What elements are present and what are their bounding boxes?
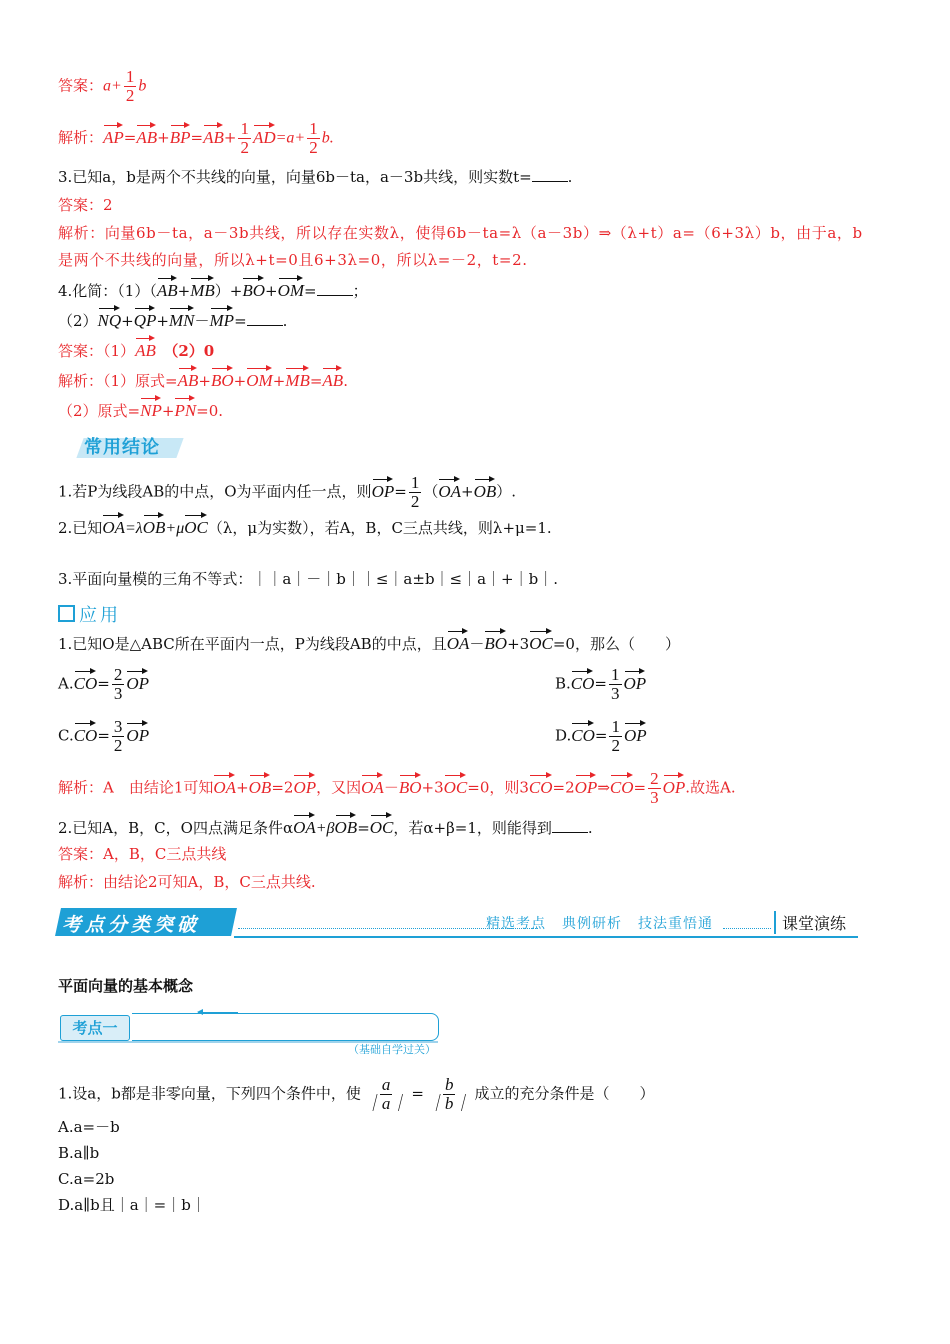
vector: OA <box>293 814 316 839</box>
numerator: b <box>444 1075 454 1094</box>
denominator: 3 <box>113 684 123 703</box>
denominator: 2 <box>240 138 249 157</box>
question-3 <box>58 166 572 188</box>
op: = <box>123 128 137 147</box>
analysis-text: =0，则3 <box>467 778 529 797</box>
vector: CO <box>74 722 98 747</box>
answer-part: （2）0 <box>170 342 215 360</box>
vector: BO <box>242 277 265 302</box>
question-text: 成立的充分条件是（ ） <box>474 1084 655 1103</box>
numerator: 1 <box>309 119 318 138</box>
topic-tag: 考点一 <box>60 1015 130 1041</box>
vector: AB <box>178 367 199 392</box>
analysis-text: .故选A. <box>685 778 736 797</box>
op: + <box>177 282 191 300</box>
option-c[interactable] <box>58 718 149 755</box>
question-text: 1.设a，b都是非零向量，下列四个条件中，使 <box>58 1084 361 1103</box>
numerator: 2 <box>113 665 123 684</box>
application-q1 <box>58 630 680 655</box>
heading-text: 应用 <box>79 605 121 626</box>
op: + <box>272 372 286 390</box>
op: ⇒ <box>597 778 610 797</box>
answer-part: （1） <box>103 342 136 360</box>
heading-text: 常用结论 <box>84 437 160 458</box>
topic-option-c[interactable]: C.a=2b <box>58 1170 115 1188</box>
conclusion-text: 3.平面向量模的三角不等式：｜｜a｜－｜b｜｜≤｜a±b｜≤｜a｜+｜b｜. <box>58 570 558 588</box>
vector: OB <box>143 514 166 539</box>
q4-answer <box>58 337 214 362</box>
question-text: 2.已知A，B，C，O四点满足条件α <box>58 819 294 837</box>
conclusion-text: （λ，μ为实数），若A，B，C三点共线，则λ+μ=1. <box>207 519 552 537</box>
op: = <box>304 282 317 300</box>
option-label: D. <box>555 726 572 745</box>
vector: BO <box>484 630 507 655</box>
conclusion-2 <box>58 514 552 540</box>
question-4-part2 <box>58 307 287 332</box>
op: = <box>234 312 247 330</box>
analysis-label: 解析： <box>58 372 104 390</box>
topic-caption: （基础自学过关） <box>348 1043 436 1056</box>
question-text: 3.已知a，b是两个不共线的向量，向量6b－ta，a－3b共线，则实数t= <box>58 168 532 186</box>
conclusions-heading <box>60 432 188 460</box>
answer-label: 答案： <box>58 76 104 95</box>
op: +3 <box>421 778 444 797</box>
expr: +μ <box>165 520 185 537</box>
numerator: 2 <box>650 769 659 788</box>
vector: OA <box>438 478 461 503</box>
application-q2-answer <box>58 843 226 865</box>
op: + <box>265 282 278 300</box>
analysis-text: 由结论2可知A，B，C三点共线. <box>103 873 316 891</box>
answer-label: 答案： <box>58 845 104 863</box>
vector: QP <box>134 307 157 332</box>
topic-option-a[interactable]: A.a=－b <box>58 1118 120 1136</box>
banner-item: 精选考点 <box>486 916 546 932</box>
denominator: 2 <box>410 492 420 511</box>
vector: OC <box>184 514 208 539</box>
vector: MB <box>285 367 310 392</box>
punct: （ <box>423 482 439 501</box>
op: = <box>97 726 110 745</box>
fraction <box>307 120 320 157</box>
numerator: 3 <box>113 717 123 736</box>
question-text: 4.化简：（1）（ <box>58 282 157 300</box>
punct: . <box>567 168 573 186</box>
banner-item: 典例研析 <box>562 916 622 932</box>
fraction <box>609 718 622 755</box>
analysis-text: ，又因 <box>316 778 362 797</box>
answer-expr-end: b <box>138 77 147 95</box>
op: = <box>97 674 110 693</box>
numerator: 1 <box>240 119 249 138</box>
q3-analysis <box>58 222 863 244</box>
vector: AB <box>322 367 343 392</box>
numerator: 1 <box>125 67 135 86</box>
application-analysis <box>58 770 736 807</box>
op: ）+ <box>214 282 243 300</box>
analysis-text: 向量6b－ta，a－3b共线，所以存在实数λ，使得6b－ta=λ（a－3b）⇒（λ+t）a=（6+3λ）b，由于a，b <box>104 224 863 242</box>
vector: AD <box>253 124 276 149</box>
vector: BO <box>399 774 422 799</box>
vector: AB <box>136 124 157 149</box>
analysis-text: 是两个不共线的向量，所以λ+t=0且6+3λ=0，所以λ=－2，t=2. <box>58 251 528 269</box>
op: － <box>469 635 485 653</box>
conclusion-1 <box>58 474 516 511</box>
op: = <box>357 819 370 837</box>
analysis-line <box>58 120 334 157</box>
banner-title: 考点分类突破 <box>62 914 201 936</box>
denominator: 2 <box>611 736 620 755</box>
option-d[interactable] <box>555 718 647 755</box>
vector: AB <box>157 277 178 302</box>
op: － <box>194 312 210 330</box>
op: = <box>633 778 647 797</box>
vector: PN <box>174 397 196 422</box>
arrow-box-icon <box>58 605 75 622</box>
vector: OB <box>249 774 272 799</box>
fraction <box>112 666 125 703</box>
expr: =λ <box>124 520 143 537</box>
vector: OC <box>529 630 553 655</box>
vector: OP <box>126 670 149 695</box>
fraction <box>648 770 661 807</box>
denominator: 3 <box>650 788 659 807</box>
arrow-left-icon <box>198 1012 238 1013</box>
op: =2 <box>552 778 575 797</box>
question-text: （2） <box>58 312 98 330</box>
analysis-text: （2）原式= <box>58 402 141 420</box>
fraction <box>609 666 622 703</box>
banner-items <box>486 913 729 933</box>
vector: OC <box>370 814 394 839</box>
section-banner <box>58 908 858 938</box>
conclusion-text: 2.已知 <box>58 519 103 537</box>
option-label: A. <box>58 674 74 693</box>
vector: MP <box>210 307 235 332</box>
answer-label: 答案： <box>58 196 104 214</box>
numerator: 1 <box>611 717 620 736</box>
analysis-text: （1）原式= <box>103 372 178 390</box>
vector: CO <box>571 722 595 747</box>
question-text: ，若α+β=1，则能得到 <box>393 819 552 837</box>
vector: OA <box>447 630 470 655</box>
vector: BO <box>211 367 234 392</box>
tag-frame <box>132 1013 439 1041</box>
option-label: C. <box>58 726 74 745</box>
topic-title: 平面向量的基本概念 <box>58 977 194 995</box>
fraction <box>363 1076 410 1113</box>
vector: OP <box>663 774 686 799</box>
vector: OP <box>624 670 647 695</box>
vector: OC <box>444 774 468 799</box>
op: = <box>594 674 607 693</box>
op: + <box>233 372 247 390</box>
answer-line <box>58 68 146 105</box>
punct: ； <box>352 282 368 300</box>
vector: OB <box>335 814 358 839</box>
divider <box>723 928 771 929</box>
q3-analysis-cont <box>58 249 528 271</box>
op: +3 <box>507 635 530 653</box>
vector: OA <box>102 514 125 539</box>
answer-label: 答案： <box>58 342 104 360</box>
denominator: 2 <box>125 86 135 105</box>
op: = <box>190 128 204 147</box>
punct: ）. <box>496 482 517 501</box>
q4-analysis-2 <box>58 397 223 422</box>
op: + <box>161 402 175 420</box>
answer-blank <box>247 311 283 326</box>
op: + <box>461 482 474 501</box>
q4-analysis <box>58 367 348 392</box>
banner-right: 课堂演练 <box>774 911 846 934</box>
op: + <box>156 312 169 330</box>
answer-blank <box>532 167 568 182</box>
analysis-label: 解析： <box>58 778 104 797</box>
banner-item: 技法重悟通 <box>638 916 713 932</box>
analysis-label: 解析： <box>58 128 104 147</box>
application-q2 <box>58 814 593 840</box>
application-heading <box>58 601 121 627</box>
vector: OP <box>293 774 316 799</box>
option-a[interactable] <box>58 666 149 703</box>
question-4 <box>58 277 368 302</box>
topic-option-d[interactable]: D.a∥b且｜a｜=｜b｜ <box>58 1196 206 1214</box>
vector: AB <box>203 124 224 149</box>
answer-value: A，B，C三点共线 <box>103 845 227 863</box>
answer-value: 2 <box>103 196 113 214</box>
vector: NP <box>140 397 162 422</box>
numerator: a <box>381 1075 391 1094</box>
option-label: B. <box>555 674 571 693</box>
op: + <box>157 128 170 147</box>
fraction <box>426 1076 473 1113</box>
conclusion-3 <box>58 568 558 590</box>
op: － <box>383 778 399 797</box>
vector: MB <box>190 277 215 302</box>
op: = <box>394 482 407 501</box>
op: + <box>121 312 134 330</box>
analysis-label: 解析： <box>58 224 105 242</box>
answer-blank <box>317 281 353 296</box>
answer-expr: a+ <box>103 77 122 95</box>
vector: AB <box>135 337 156 362</box>
numerator: 1 <box>611 665 620 684</box>
fraction <box>409 474 422 511</box>
op: =2 <box>271 778 294 797</box>
divider <box>234 936 858 938</box>
topic-tag-box <box>58 1013 442 1059</box>
vector: BP <box>170 124 191 149</box>
vector: CO <box>571 670 595 695</box>
vector: CO <box>610 774 634 799</box>
punct: . <box>282 312 288 330</box>
vector: OB <box>474 478 497 503</box>
topic-q1 <box>58 1076 654 1113</box>
denominator: ｜a｜ <box>364 1094 408 1113</box>
denominator: 3 <box>611 684 620 703</box>
question-text: 1.已知O是△ABC所在平面内一点，P为线段AB的中点，且 <box>58 635 447 653</box>
op: + <box>198 372 211 390</box>
analysis-text: A 由结论1可知 <box>103 778 214 797</box>
expr: b. <box>321 129 334 147</box>
vector: NQ <box>98 307 122 332</box>
numerator: 1 <box>410 473 420 492</box>
vector: OP <box>624 722 647 747</box>
vector: OA <box>361 774 384 799</box>
vector: OA <box>213 774 236 799</box>
punct: =0. <box>196 402 224 420</box>
vector: OP <box>575 774 598 799</box>
expr: +β <box>315 820 335 837</box>
op: = <box>309 372 323 390</box>
q3-answer <box>58 194 113 216</box>
vector: OP <box>372 478 395 503</box>
analysis-label: 解析： <box>58 873 104 891</box>
topic-option-b[interactable]: B.a∥b <box>58 1144 100 1162</box>
vector: AP <box>103 124 124 149</box>
vector: OP <box>126 722 149 747</box>
conclusion-text: 1.若P为线段AB的中点，O为平面内任一点，则 <box>58 482 372 501</box>
vector: MN <box>169 307 195 332</box>
op: = <box>594 726 608 745</box>
op: + <box>223 128 237 147</box>
fraction <box>238 120 251 157</box>
application-q2-analysis <box>58 871 316 893</box>
option-b[interactable] <box>555 666 646 703</box>
op: = <box>411 1084 424 1103</box>
question-text: =0，那么（ ） <box>552 635 680 653</box>
vector: OM <box>278 277 304 302</box>
op: + <box>236 778 249 797</box>
punct: . <box>343 372 348 390</box>
denominator: 2 <box>309 138 318 157</box>
vector: OM <box>246 367 272 392</box>
punct: . <box>587 819 593 837</box>
fraction <box>112 718 125 755</box>
denominator: ｜b｜ <box>427 1094 471 1113</box>
denominator: 2 <box>113 736 123 755</box>
answer-blank <box>552 818 588 833</box>
vector: CO <box>529 774 553 799</box>
fraction <box>124 68 137 105</box>
vector: CO <box>74 670 98 695</box>
expr: =a+ <box>275 129 306 147</box>
